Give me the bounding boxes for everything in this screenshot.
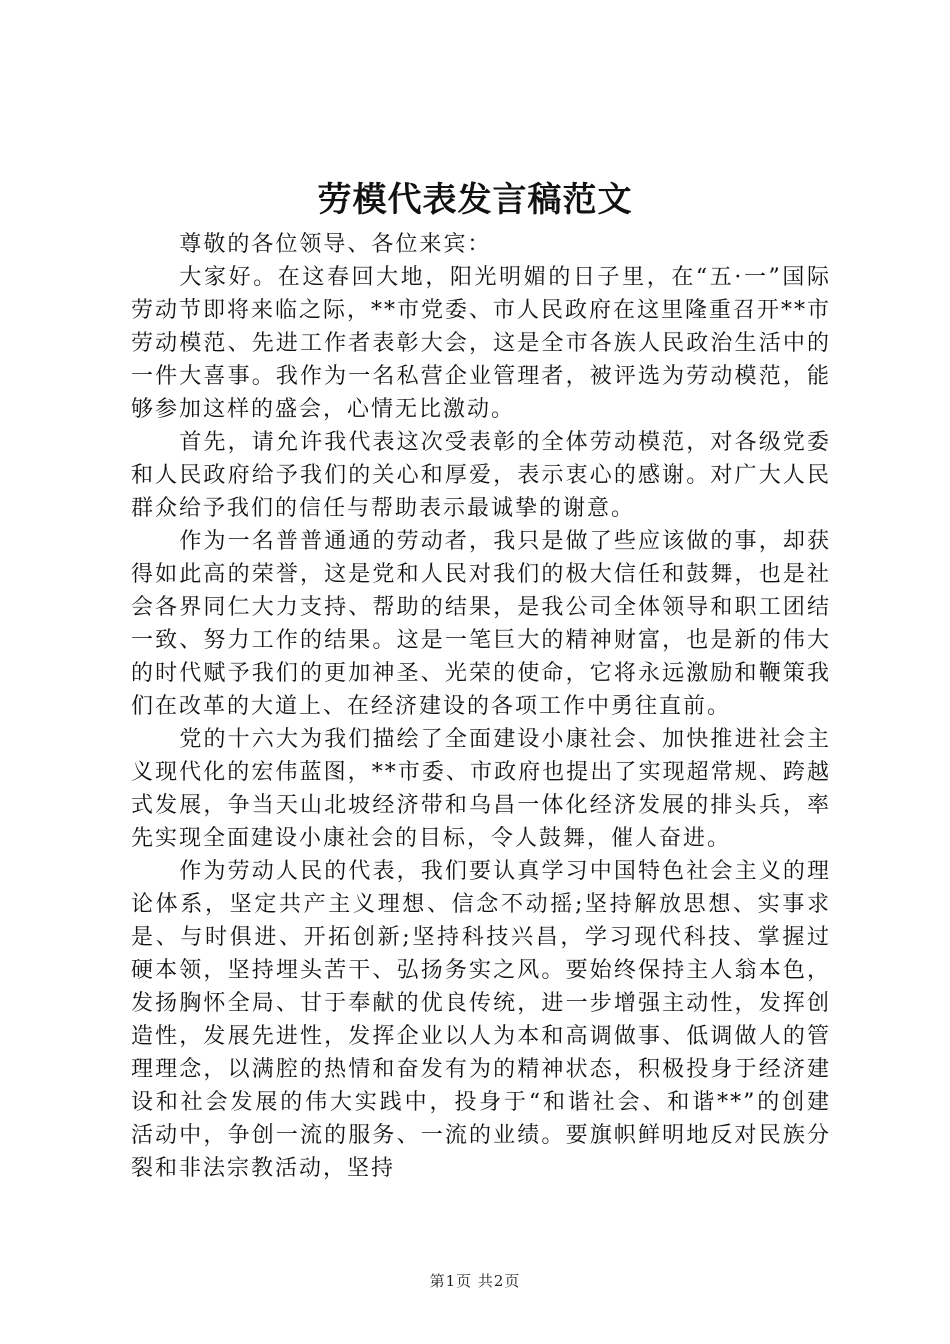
paragraph-thanks: 首先，请允许我代表这次受表彰的全体劳动模范，对各级党委和人民政府给予我们的关心和厚爱，表示衷心的感谢。对广大人民群众给予我们的信任与帮助表示最诚挚的谢意。 xyxy=(131,430,831,521)
paragraph-commitment: 作为劳动人民的代表，我们要认真学习中国特色社会主义的理论体系，坚定共产主义理想、信念不动摇;坚持解放思想、实事求是、与时俱进、开拓创新;坚持科技兴昌，学习现代科技、掌握过硬本领，坚持埋头苦干、弘扬务实之风。要始终保持主人翁本色，发扬胸怀全局、甘于奉献的优良传统，进一步增强主动性，发挥创造性，发展先进性，发挥企业以人为本和高调做事、低调做人的管理理念，以满腔的热情和奋发有为的精神状态，积极投身于经济建设和社会发展的伟大实践中，投身于“和谐社会、和谐**”的创建活动中，争创一流的服务、一流的业绩。要旗帜鲜明地反对民族分裂和非法宗教活动，坚持 xyxy=(131,859,831,1181)
document-body xyxy=(131,228,831,1185)
paragraph-blueprint: 党的十六大为我们描绘了全面建设小康社会、加快推进社会主义现代化的宏伟蓝图，**市委、市政府也提出了实现超常规、跨越式发展，争当天山北坡经济带和乌昌一体化经济发展的排头兵，率先实现全面建设小康社会的目标，令人鼓舞，催人奋进。 xyxy=(131,727,831,851)
paragraph-greeting: 大家好。在这春回大地，阳光明媚的日子里，在“五·一”国际劳动节即将来临之际，**市党委、市人民政府在这里隆重召开**市劳动模范、先进工作者表彰大会，这是全市各族人民政治生活中的一件大喜事。我作为一名私营企业管理者，被评选为劳动模范，能够参加这样的盛会，心情无比激动。 xyxy=(131,265,832,422)
paragraph-salutation: 尊敬的各位领导、各位来宾： xyxy=(179,232,492,257)
page-number-footer: 第1页 共2页 xyxy=(429,1272,521,1290)
document-title: 劳模代表发言稿范文 xyxy=(317,180,633,220)
paragraph-honor: 作为一名普普通通的劳动者，我只是做了些应该做的事，却获得如此高的荣誉，这是党和人民对我们的极大信任和鼓舞，也是社会各界同仁大力支持、帮助的结果，是我公司全体领导和职工团结一致、努力工作的结果。这是一笔巨大的精神财富，也是新的伟大的时代赋予我们的更加神圣、光荣的使命，它将永远激励和鞭策我们在改革的大道上、在经济建设的各项工作中勇往直前。 xyxy=(131,529,831,719)
